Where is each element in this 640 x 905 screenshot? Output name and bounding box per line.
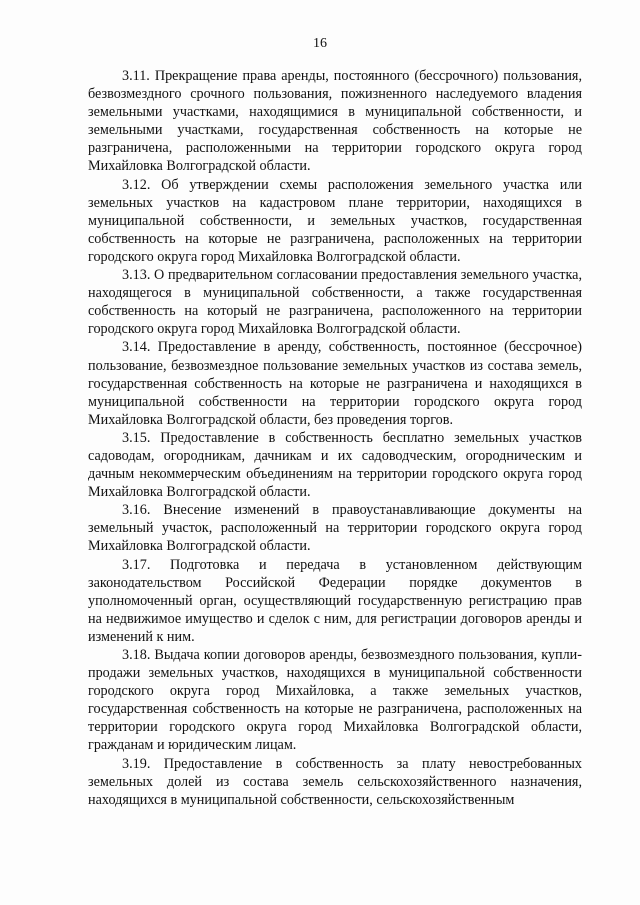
paragraph-3-17: 3.17. Подготовка и передача в установленном действующим законодательством Российской Федерации порядке документов в уполномоченный орган, осуществляющий государственную регистрацию прав на недвижимое имущество и сделок с ним, для регистрации договоров аренды и изменений к ним.: [88, 556, 582, 645]
paragraph-3-15: 3.15. Предоставление в собственность бесплатно земельных участков садоводам, огородникам, дачникам и их садоводческим, огородническим и дачным некоммерческим объединениям на территории городского округа город Михайловка Волгоградской области.: [88, 429, 582, 501]
paragraph-3-18: 3.18. Выдача копии договоров аренды, безвозмездного пользования, купли-продажи земельных участков, находящихся в муниципальной собственности городского округа город Михайловка, а также земельных участков, государственная собственность на которые не разграничена, расположенных на территории городского округа город Михайловка Волгоградской области, гражданам и юридическим лицам.: [88, 647, 582, 754]
paragraph-3-11: 3.11. Прекращение права аренды, постоянного (бессрочного) пользования, безвозмездного срочного пользования, пожизненного наследуемого владения земельными участками, находящимися в муниципальной собственности, и земельными участками, государственная собственность на которые не разграничена, расположенными на территории городского округа город Михайловка Волгоградской области.: [88, 68, 582, 175]
page-number: 16: [313, 36, 327, 51]
document-body: [88, 67, 582, 809]
paragraph-3-16: 3.16. Внесение изменений в правоустанавливающие документы на земельный участок, расположенный на территории городского округа город Михайловка Волгоградской области.: [88, 502, 582, 555]
paragraph-3-13: 3.13. О предварительном согласовании предоставления земельного участка, находящегося в муниципальной собственности, а также государственная собственность на который не разграничена, расположенного на территории городского округа город Михайловка Волгоградской области.: [88, 267, 582, 338]
paragraph-3-12: 3.12. Об утверждении схемы расположения земельного участка или земельных участков на кадастровом плане территории, находящихся в муниципальной собственности, и земельных участков, государственная собственность на которые не разграничена, расположенных на территории городского округа город Михайловка Волгоградской области.: [88, 176, 582, 265]
paragraph-3-19: 3.19. Предоставление в собственность за плату невостребованных земельных долей из состава земель сельскохозяйственного назначения, находящихся в муниципальной собственности, сельскохозяйственным: [88, 755, 582, 808]
paragraph-3-14: 3.14. Предоставление в аренду, собственность, постоянное (бессрочное) пользование, безвозмездное пользование земельных участков из состава земель, государственная собственность на которые не разграничена и находящихся в муниципальной собственности на территории городского округа город Михайловка Волгоградской области, без проведения торгов.: [88, 339, 582, 428]
